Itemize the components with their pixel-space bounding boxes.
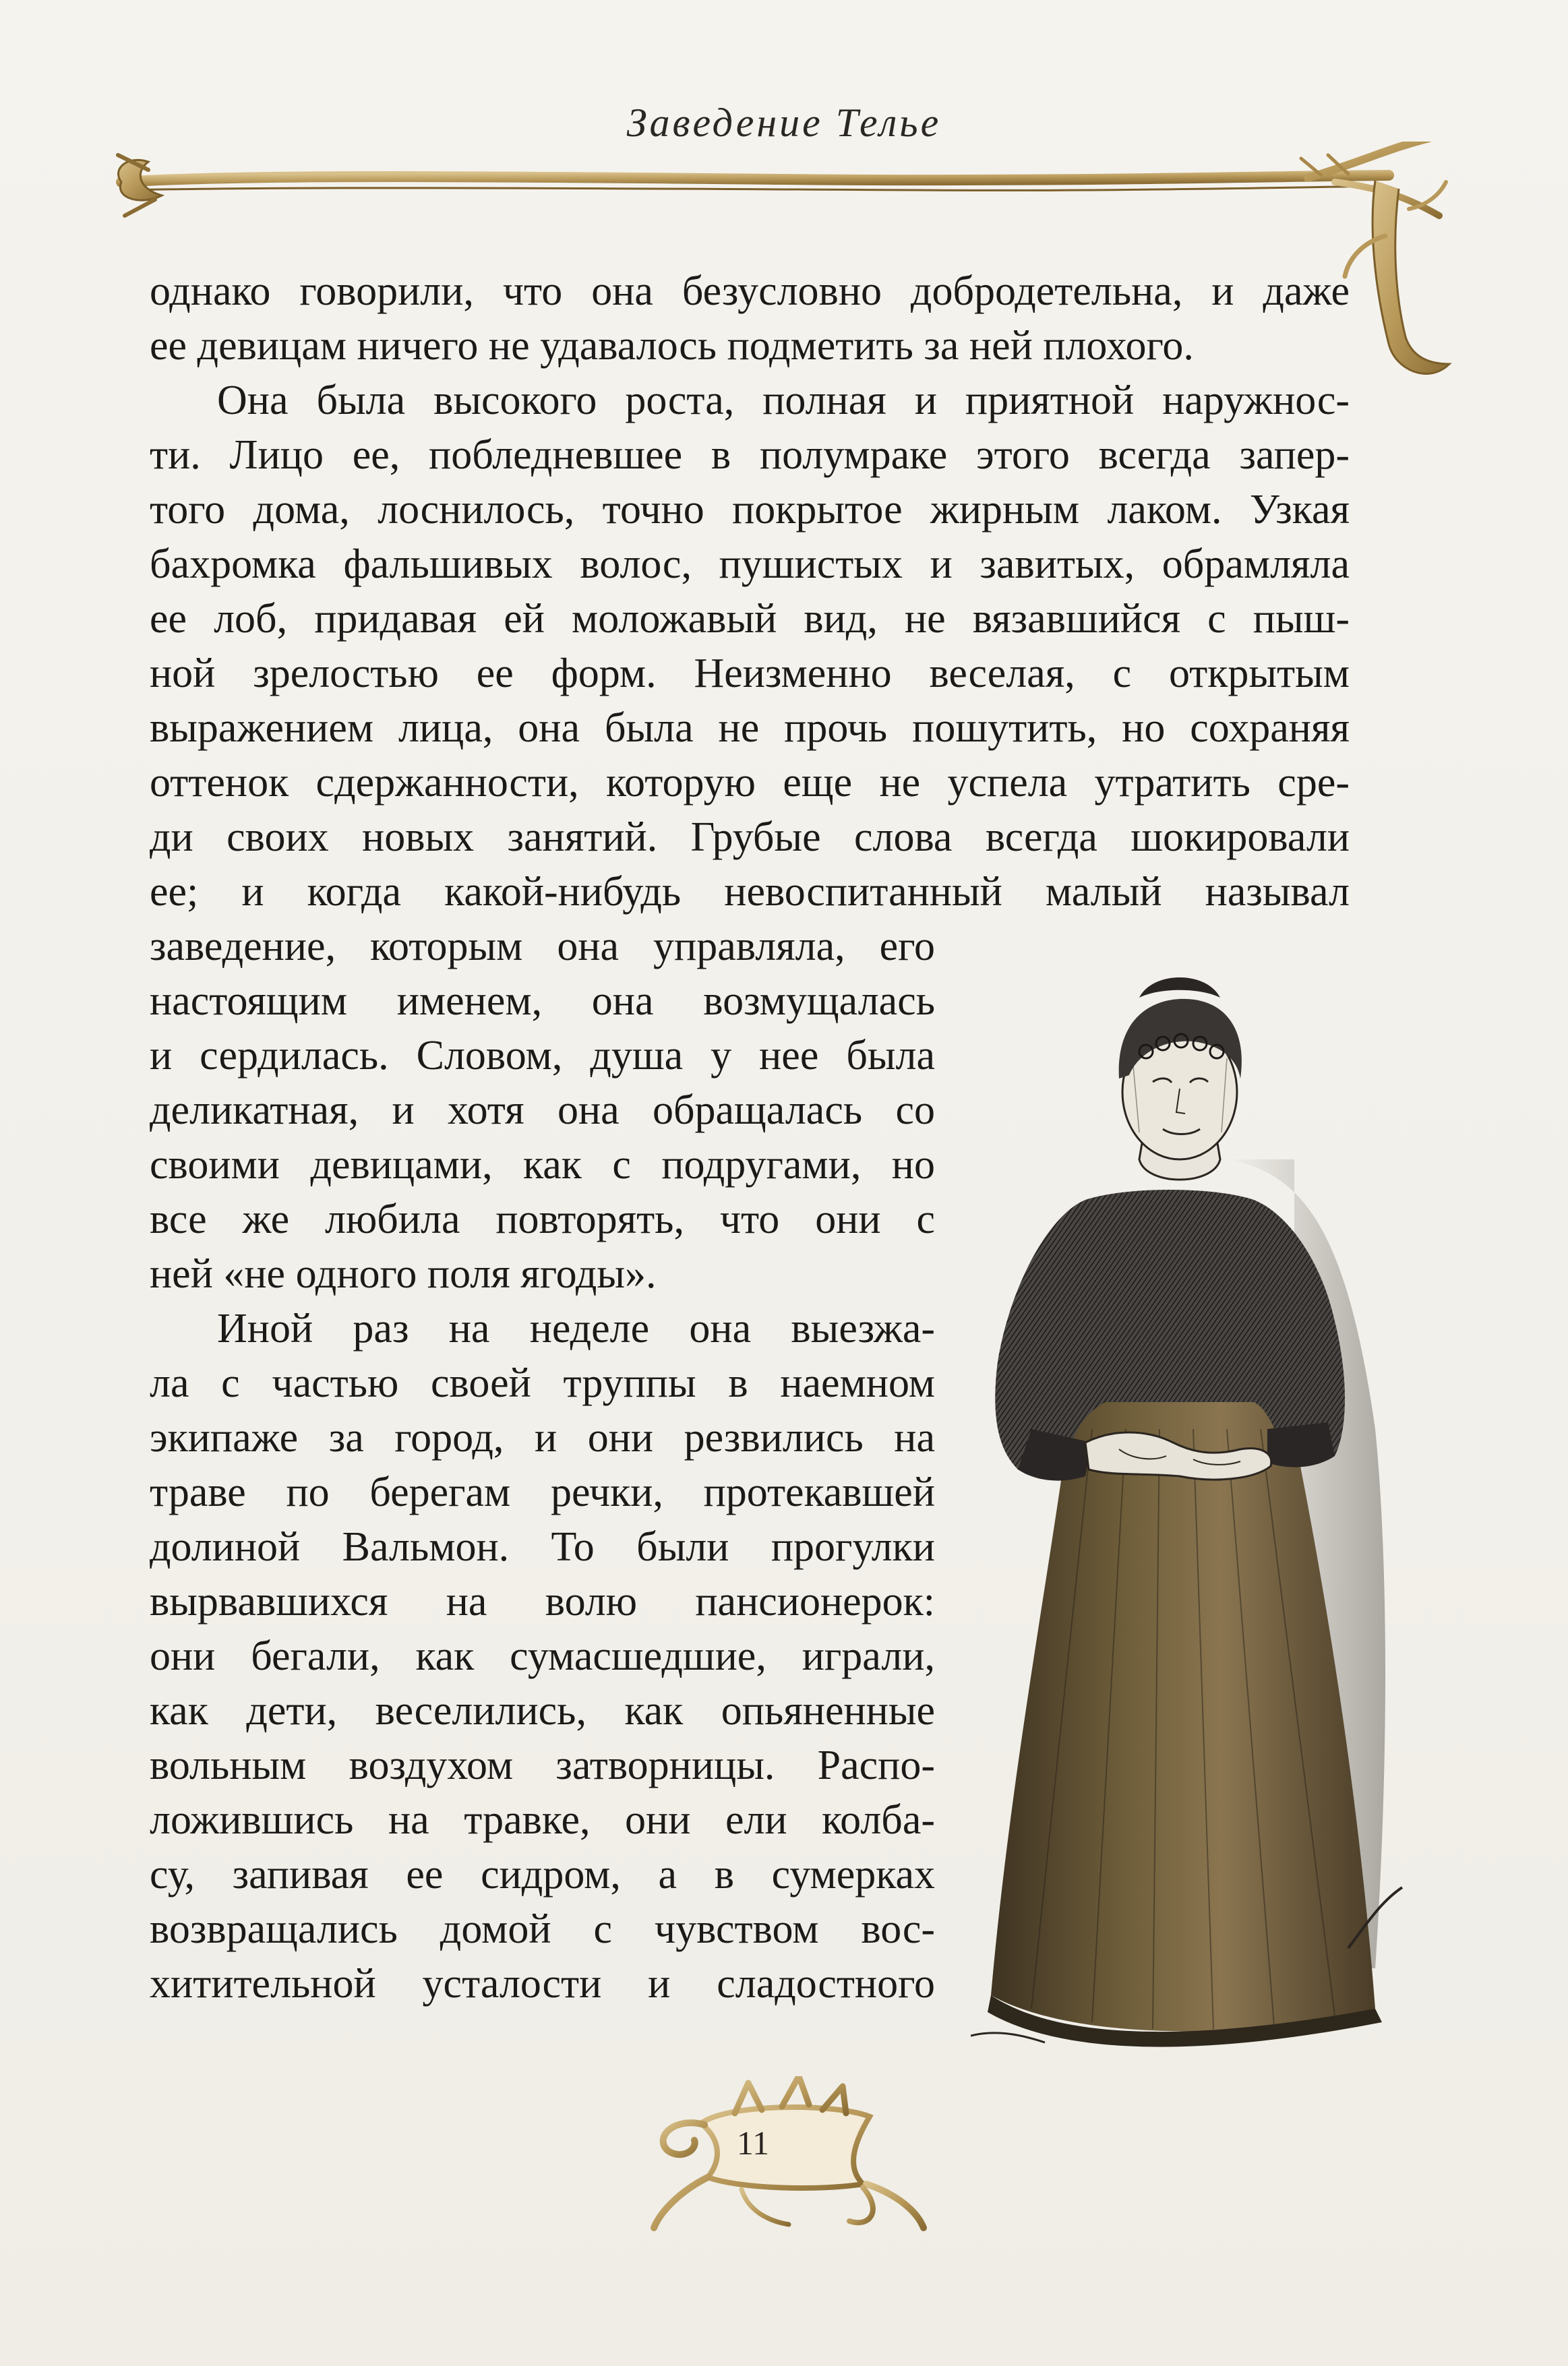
text-line: долиной Вальмон. То были прогулки xyxy=(150,1524,935,1570)
text-line: ти. Лицо ее, побледневшее в полумраке этого всегда запер- xyxy=(150,432,1350,478)
text-line: Иной раз на неделе она выезжа- xyxy=(217,1306,935,1352)
running-title: Заведение Телье xyxy=(626,100,942,145)
text-line: возвращались домой с чувством вос- xyxy=(150,1906,935,1952)
text-line: ее девицам ничего не удавалось подметить за ней плохого. xyxy=(150,323,1194,369)
text-line: су, запивая ее сидром, а в сумерках xyxy=(150,1852,935,1898)
engraving-woman-illustration xyxy=(971,957,1443,2063)
text-line: как дети, веселились, как опьяненные xyxy=(150,1688,935,1734)
text-line: однако говорили, что она безусловно добродетельна, и даже xyxy=(150,268,1350,314)
text-line: Она была высокого роста, полная и приятной наружнос- xyxy=(217,377,1350,423)
text-line: выражением лица, она была не прочь пошутить, но сохраняя xyxy=(150,705,1350,751)
text-line: заведение, которым она управляла, его xyxy=(150,923,935,969)
text-line: экипаже за город, и они резвились на xyxy=(150,1415,935,1461)
text-line: все же любила повторять, что они с xyxy=(150,1196,935,1242)
full-width-lines xyxy=(150,264,1350,919)
text-line: ди своих новых занятий. Грубые слова всегда шокировали xyxy=(150,814,1350,860)
text-line: ее; и когда какой-нибудь невоспитанный малый называл xyxy=(150,869,1350,915)
text-line: вырвавшихся на волю пансионерок: xyxy=(150,1579,935,1625)
text-line: траве по берегам речки, протекавшей xyxy=(150,1469,935,1515)
text-line: вольным воздухом затворницы. Распо- xyxy=(150,1742,935,1788)
text-line: хитительной усталости и сладостного xyxy=(150,1961,935,2007)
text-line: оттенок сдержанности, которую еще не успела утратить сре- xyxy=(150,760,1350,806)
text-line: бахромка фальшивых волос, пушистых и завитых, обрамляла xyxy=(150,541,1350,587)
text-line: ней «не одного поля ягоды». xyxy=(150,1251,657,1297)
text-line: ее лоб, придавая ей моложавый вид, не вязавшийся с пыш- xyxy=(150,596,1350,642)
text-line: деликатная, и хотя она обращалась со xyxy=(150,1087,935,1133)
text-line: ла с частью своей труппы в наемном xyxy=(150,1360,935,1406)
text-line: они бегали, как сумасшедшие, играли, xyxy=(150,1633,935,1679)
text-line: ложившись на травке, они ели колба- xyxy=(150,1797,935,1843)
text-line: своими девицами, как с подругами, но xyxy=(150,1142,935,1188)
text-line: и сердилась. Словом, душа у нее была xyxy=(150,1033,935,1079)
page-number: 11 xyxy=(736,2124,770,2162)
text-line: того дома, лоснилось, точно покрытое жирным лаком. Узкая xyxy=(150,487,1350,533)
narrow-column-lines xyxy=(150,919,935,2011)
text-line: настоящим именем, она возмущалась xyxy=(150,978,935,1024)
text-line: ной зрелостью ее форм. Неизменно веселая, с открытым xyxy=(150,650,1350,696)
